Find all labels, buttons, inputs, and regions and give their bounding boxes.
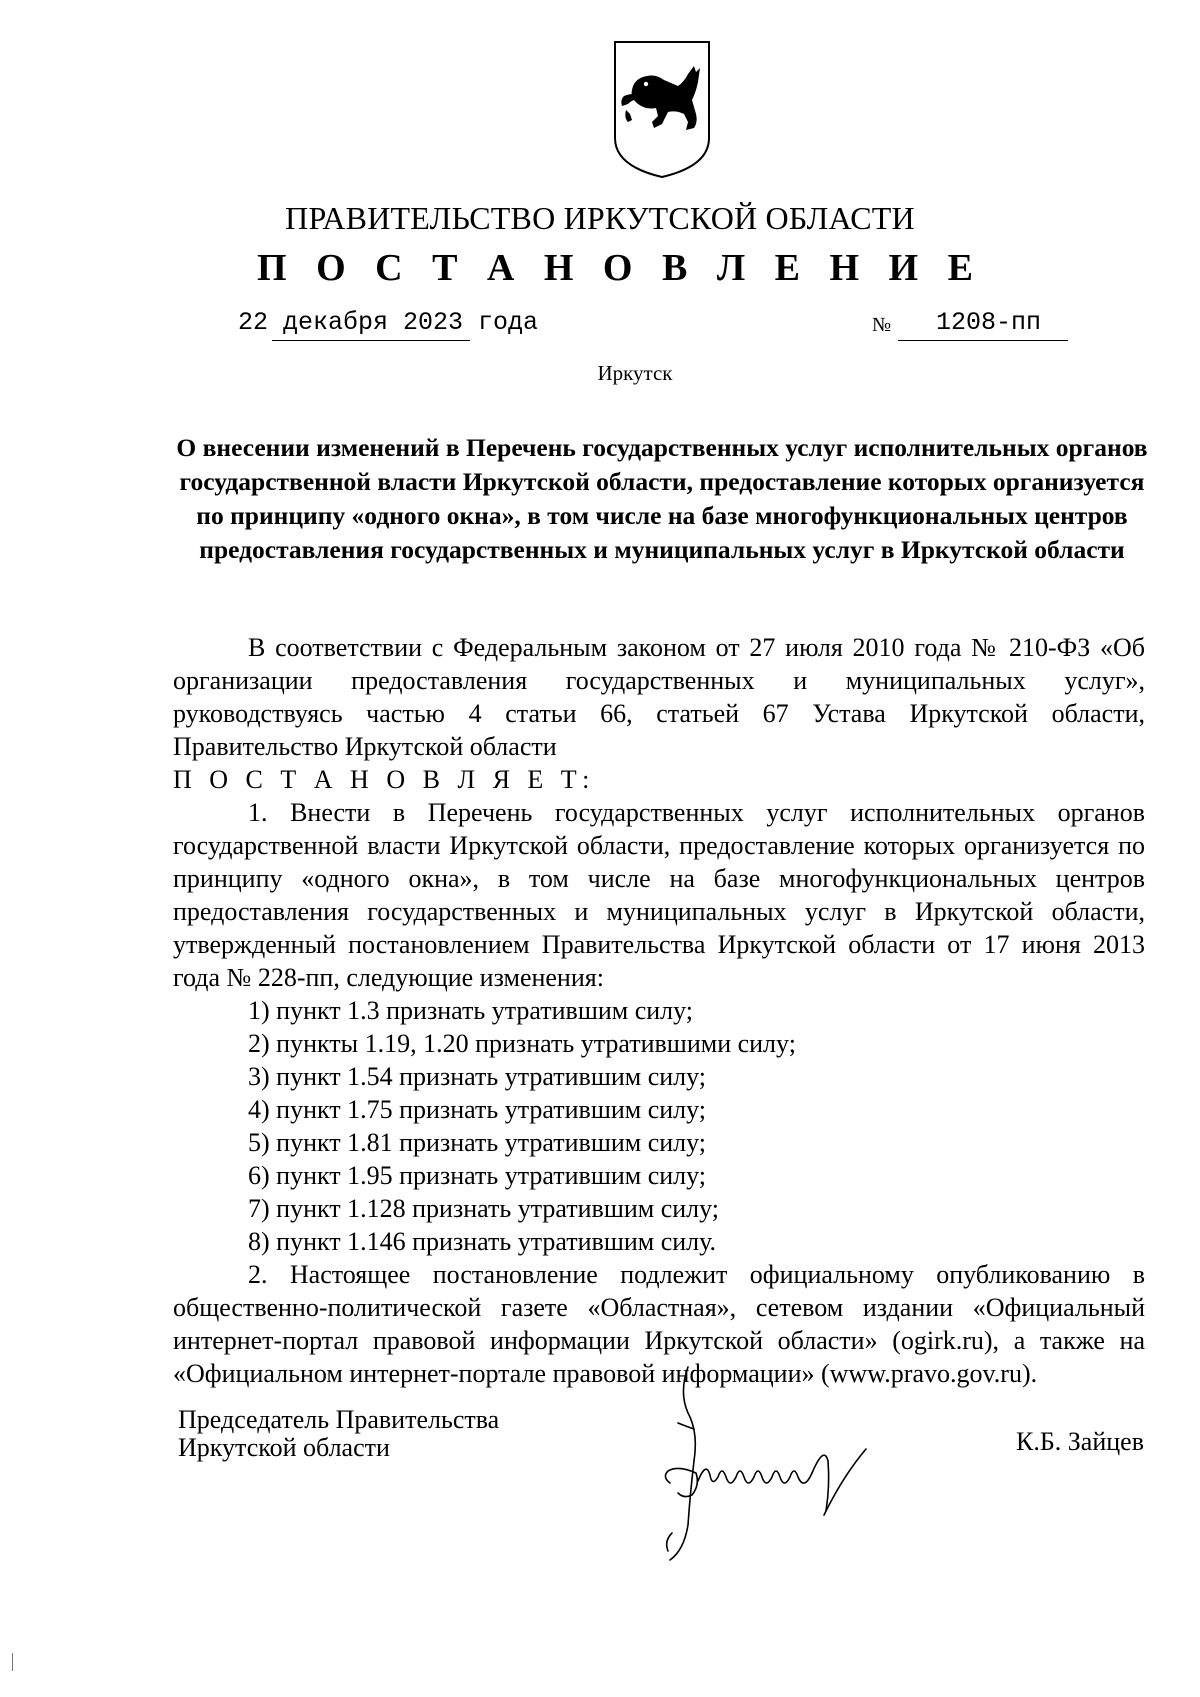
document-title: О внесении изменений в Перечень государственных услуг исполнительных органов государственной власти Иркутской области, предоставление которых организуется по принципу «одного окна», в том числе на базе многофункциональных центров предоставления государственных и муниципальных услуг в Иркутской области — [176, 433, 1148, 564]
signer-position-line: Председатель Правительства — [178, 1405, 500, 1434]
list-item: 4) пункт 1.75 признать утратившим силу; — [248, 1095, 707, 1124]
signer-position-line: Иркутской области — [178, 1433, 390, 1462]
document-date: 22 декабря 2023 года — [238, 308, 539, 337]
list-item: 5) пункт 1.81 признать утратившим силу; — [248, 1128, 707, 1157]
scan-margin-mark — [12, 1653, 13, 1671]
government-name: ПРАВИТЕЛЬСТВО ИРКУТСКОЙ ОБЛАСТИ — [285, 200, 915, 236]
document-city: Иркутск — [597, 361, 673, 385]
number-underline — [898, 340, 1068, 341]
list-item: 3) пункт 1.54 признать утратившим силу; — [248, 1062, 707, 1091]
preamble-paragraph: В соответствии с Федеральным законом от 27 июля 2010 года № 210-ФЗ «Об организации предоставления государственных и муниципальных услуг», руководствуясь частью 4 статьи 66, статьей 67 Устава Иркутской области, Правительство Иркутской области — [173, 633, 1145, 761]
document-number: 1208-пп — [936, 308, 1042, 337]
number-sign: № — [872, 314, 892, 336]
document-type: П О С Т А Н О В Л Е Н И Е — [257, 247, 983, 289]
signer-name: К.Б. Зайцев — [1016, 1427, 1144, 1456]
signer-position — [178, 1406, 499, 1462]
list-item: 7) пункт 1.128 признать утратившим силу; — [248, 1194, 720, 1223]
list-item: 1) пункт 1.3 признать утратившим силу; — [248, 996, 694, 1025]
document-body — [173, 631, 1145, 1390]
point-2-paragraph: 2. Настоящее постановление подлежит официальному опубликованию в общественно-политической газете «Областная», сетевом издании «Официальный интернет-портал правовой информации Иркутской области» (ogirk.ru), а также на «Официальном интернет-портале правовой информации» (www.pravo.gov.ru). — [173, 1260, 1145, 1388]
point-1-paragraph: 1. Внести в Перечень государственных услуг исполнительных органов государственной власти Иркутской области, предоставление которых организуется по принципу «одного окна», в том числе на базе многофункциональных центров предоставления государственных и муниципальных услуг в Иркутской области, утвержденный постановлением Правительства Иркутской области от 17 июня 2013 года № 228-пп, следующие изменения: — [173, 798, 1145, 992]
list-item: 6) пункт 1.95 признать утратившим силу; — [248, 1161, 707, 1190]
list-item: 2) пункты 1.19, 1.20 признать утратившими силу; — [248, 1029, 796, 1058]
list-item: 8) пункт 1.146 признать утратившим силу. — [248, 1227, 717, 1256]
decree-word: П О С Т А Н О В Л Я Е Т: — [173, 765, 595, 794]
irkutsk-babr-emblem-icon — [612, 38, 712, 180]
handwritten-signature-icon — [648, 1365, 918, 1565]
date-underline — [272, 340, 470, 341]
